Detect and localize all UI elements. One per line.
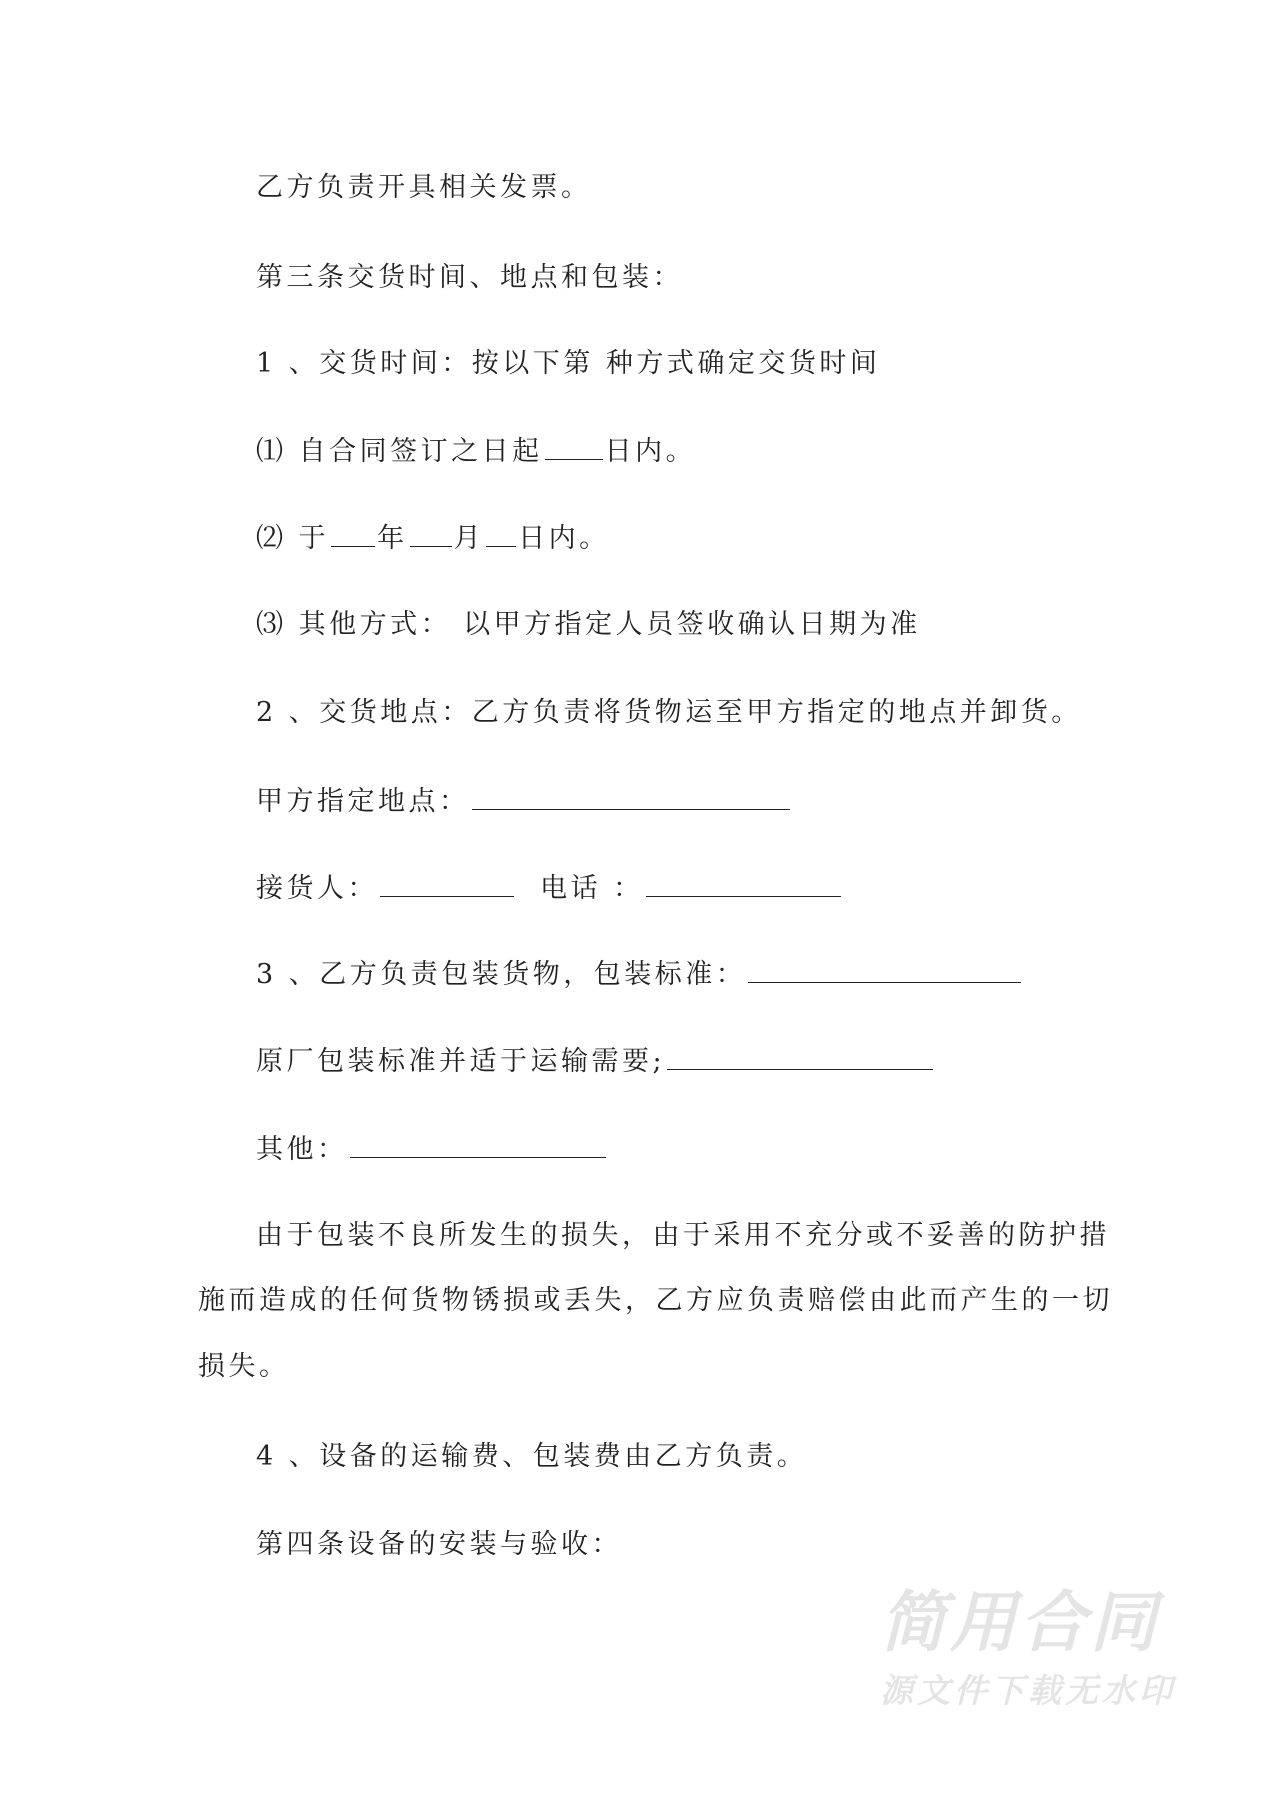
- delivery-location-blank[interactable]: [472, 781, 790, 810]
- watermark-title: 简用合同: [880, 1584, 1160, 1661]
- text-line: 2 、交货地点：乙方负责将货物运至甲方指定的地点并卸货。: [256, 697, 1082, 728]
- text-line: 1 、交货时间：按以下第 种方式确定交货时间: [256, 348, 881, 379]
- option-2: [256, 518, 610, 559]
- original-packaging-blank[interactable]: [667, 1041, 933, 1070]
- receiver-line: [256, 868, 843, 909]
- delivery-location-label: 甲方指定地点：: [256, 786, 470, 817]
- delivery-location: [256, 781, 792, 822]
- text-line: 4 、设备的运输费、包装费由乙方负责。: [256, 1441, 808, 1472]
- year-blank[interactable]: [331, 518, 375, 547]
- day-blank[interactable]: [486, 518, 516, 547]
- month-blank[interactable]: [410, 518, 452, 547]
- month-label: 月: [453, 523, 485, 554]
- other-label: 其他：: [256, 1134, 348, 1165]
- paragraph-line: 施而造成的任何货物锈损或丢失，乙方应负责赔偿由此而产生的一切: [198, 1285, 1113, 1316]
- packaging-blank[interactable]: [748, 954, 1021, 983]
- other-line: [256, 1129, 608, 1170]
- other-blank[interactable]: [350, 1129, 606, 1158]
- packaging-line: [256, 954, 1023, 995]
- year-label: 年: [377, 523, 408, 554]
- section-heading-4: 第四条设备的安装与验收：: [256, 1529, 622, 1560]
- receiver-blank[interactable]: [380, 868, 514, 897]
- paragraph-line: 由于包装不良所发生的损失，由于采用不充分或不妥善的防护措: [256, 1220, 1110, 1251]
- days-blank[interactable]: [545, 431, 603, 460]
- phone-blank[interactable]: [646, 868, 841, 897]
- option-1-suffix: 日内。: [604, 436, 697, 467]
- packaging-label: 3 、乙方负责包装货物，包装标准：: [256, 959, 747, 990]
- option-3: ⑶ 其他方式： 以甲方指定人员签收确认日期为准: [256, 609, 921, 640]
- option-1: [256, 431, 696, 472]
- paragraph-line: 损失。: [198, 1351, 290, 1382]
- day-label: 日内。: [518, 523, 610, 554]
- watermark-subtitle: 源文件下载无水印: [880, 1671, 1176, 1710]
- text-line: 乙方负责开具相关发票。: [256, 172, 592, 203]
- section-heading-3: 第三条交货时间、地点和包装：: [256, 262, 683, 293]
- option-1-text: ⑴ 自合同签订之日起: [256, 436, 543, 467]
- option-2-text: ⑵ 于: [256, 523, 330, 554]
- watermark-logo: [880, 1585, 1176, 1713]
- original-packaging-line: [256, 1041, 935, 1082]
- phone-label: 电话 ：: [540, 873, 644, 904]
- original-packaging-label: 原厂包装标准并适于运输需要;: [256, 1046, 666, 1077]
- receiver-label: 接货人：: [256, 873, 378, 904]
